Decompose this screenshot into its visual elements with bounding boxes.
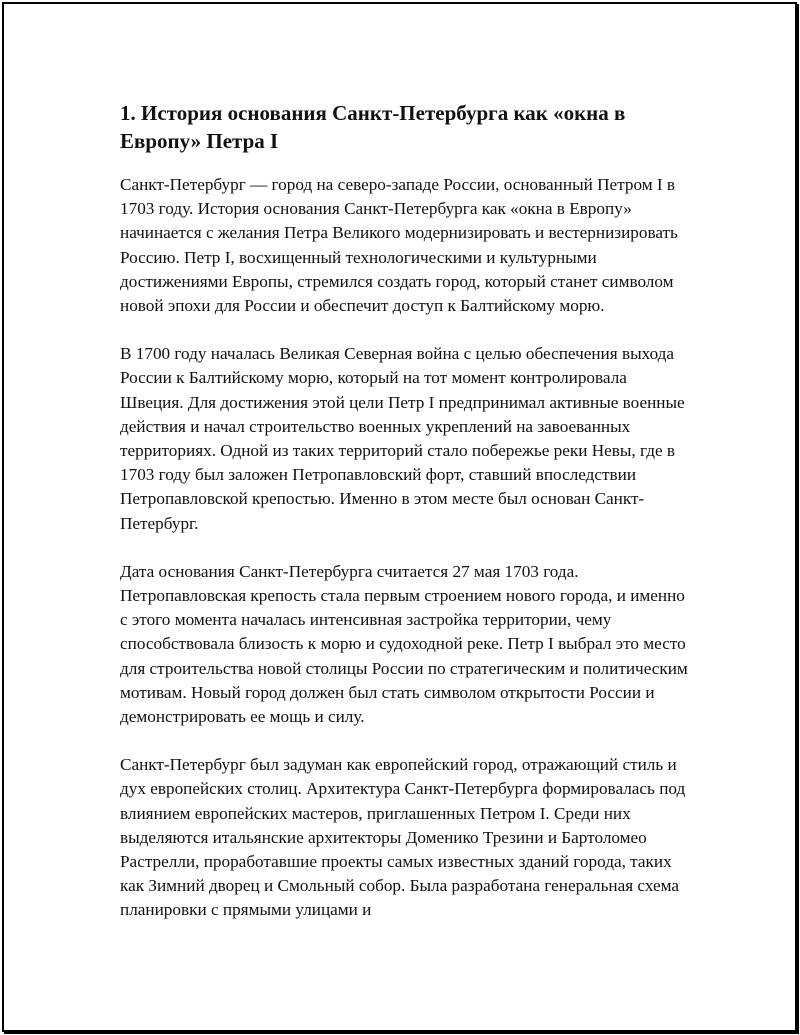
document-page — [2, 2, 797, 1032]
document-body — [120, 99, 688, 947]
paragraph-2: В 1700 году началась Великая Северная война с целью обеспечения выхода России к Балтийскому морю, который на тот момент контролировала Швеция. Для достижения этой цели Петр I предпринимал активные военные действия и начал строительство военных укреплений на завоеванных территориях. Одной из таких территорий стало побережье реки Невы, где в 1703 году был заложен Петропавловский форт, ставший впоследствии Петропавловской крепостью. Именно в этом месте был основан Санкт-Петербург. — [120, 344, 685, 533]
paragraph-3: Дата основания Санкт-Петербурга считается 27 мая 1703 года. Петропавловская крепость стала первым строением нового города, и именно с этого момента началась интенсивная застройка территории, чему способствовала близость к морю и судоходной реке. Петр I выбрал это место для строительства новой столицы России по стратегическим и политическим мотивам. Новый город должен был стать символом открытости России и демонстрировать ее мощь и силу. — [120, 561, 688, 727]
section-heading: 1. История основания Санкт-Петербурга как «окна в Европу» Петра I — [120, 101, 626, 153]
paragraph-1: Санкт-Петербург — город на северо-западе России, основанный Петром I в 1703 году. История основания Санкт-Петербурга как «окна в Европу» начинается с желания Петра Великого модернизировать и вестернизировать Россию. Петр I, восхищенный технологическими и культурными достижениями Европы, стремился создать город, который станет символом новой эпохи для России и обеспечит доступ к Балтийскому морю. — [120, 175, 678, 316]
paragraph-4: Санкт-Петербург был задуман как европейский город, отражающий стиль и дух европейских столиц. Архитектура Санкт-Петербурга формировалась под влиянием европейских мастеров, приглашенных Петром I. Среди них выделяются итальянские архитекторы Доменико Трезини и Бартоломео Растрелли, проработавшие проекты самых известных зданий города, таких как Зимний дворец и Смольный собор. Была разработана генеральная схема планировки с прямыми улицами и — [120, 755, 686, 920]
